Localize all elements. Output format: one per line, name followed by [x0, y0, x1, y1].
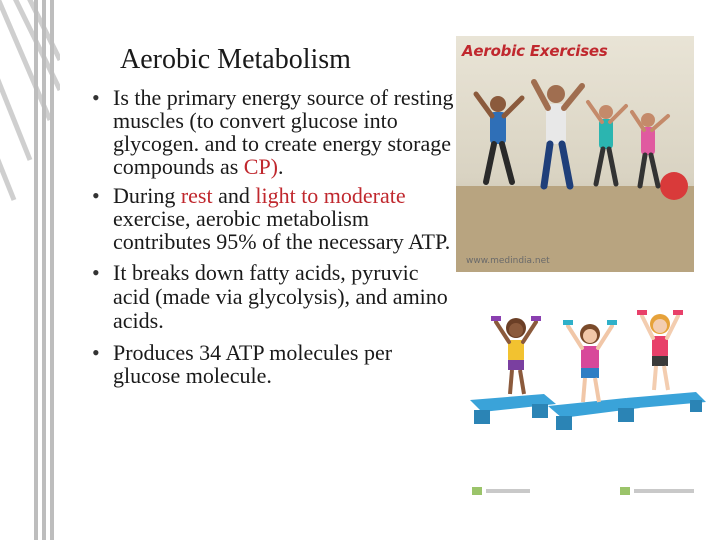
bullet-icon: •: [92, 85, 100, 110]
slide-title: Aerobic Metabolism: [120, 44, 351, 75]
bullet-item: [90, 261, 460, 333]
photo-watermark: www.medindia.net: [466, 256, 550, 266]
three-girls-on-step-platforms-with-dumbbells-icon: [470, 300, 706, 440]
bullet-list: [90, 86, 460, 387]
bullet-text: and: [212, 183, 256, 208]
bullet-icon: •: [92, 260, 100, 285]
bullet-item: [90, 341, 460, 387]
emphasis-text: rest: [180, 183, 213, 208]
emphasis-text: CP): [243, 154, 279, 179]
stock-watermark-strip: [470, 484, 700, 498]
photo-caption: Aerobic Exercises: [462, 42, 608, 60]
bullet-icon: •: [92, 183, 100, 208]
people-exercising-photo: [456, 36, 694, 272]
bullet-text: Is the primary energy source of resting muscles (to convert glucose into glycogen. and to create energy storage compounds as: [113, 85, 454, 179]
bullet-text: During: [113, 183, 181, 208]
decorative-left-stripes: [0, 0, 60, 540]
emphasis-text: light to moderate: [255, 183, 406, 208]
bullet-text: Produces 34 ATP molecules per glucose molecule.: [113, 340, 393, 388]
bullet-text: exercise, aerobic metabolism contributes 95% of the necessary ATP.: [113, 206, 451, 254]
bullet-text: .: [278, 154, 284, 179]
bullet-item: [90, 184, 460, 253]
bullet-item: [90, 86, 460, 178]
bullet-icon: •: [92, 340, 100, 365]
bullet-text: It breaks down fatty acids, pyruvic acid (made via glycolysis), and amino acids.: [113, 260, 448, 333]
